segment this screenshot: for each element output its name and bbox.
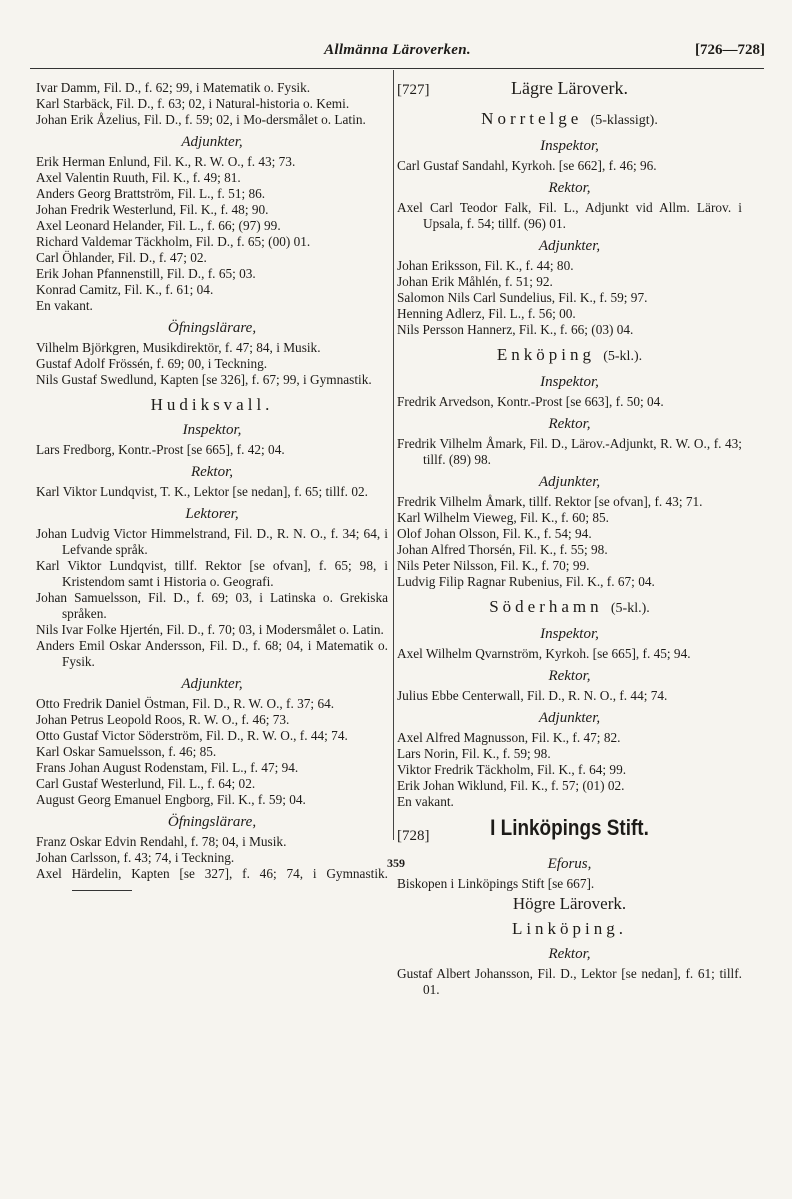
list-item: Gustaf Adolf Frössén, f. 69; 00, i Teckning. <box>36 356 268 371</box>
list-item: August Georg Emanuel Engborg, Fil. K., f. 59; 04. <box>36 792 306 807</box>
list-item: En vakant. <box>36 298 93 313</box>
section-title: I Linköpings Stift. <box>490 815 649 840</box>
list-item: Viktor Fredrik Täckholm, Fil. K., f. 64; 99. <box>397 762 627 777</box>
section-728-title-row <box>397 815 742 850</box>
section-heading: Adjunkter, <box>538 238 601 254</box>
section-heading: Öfningslärare, <box>167 814 257 830</box>
list-item: Biskopen i Linköpings Stift [se 667]. <box>397 876 595 891</box>
list-item: Otto Fredrik Daniel Östman, Fil. D., R. W. O., f. 37; 64. <box>36 696 335 711</box>
list-item: Otto Gustaf Victor Söderström, Fil. D., R. W. O., f. 44; 74. <box>36 728 348 743</box>
list-item: Anders Georg Brattström, Fil. L., f. 51; 86. <box>36 186 266 201</box>
place-class: (5-kl.). <box>610 601 650 616</box>
section-heading: Rektor, <box>548 946 591 962</box>
list-item: Anders Emil Oskar Andersson, Fil. D., f. 68; 04, i Matematik o. Fysik. <box>36 638 388 669</box>
section-heading: Öfningslärare, <box>167 320 257 336</box>
list-item: Franz Oskar Edvin Rendahl, f. 78; 04, i Musik. <box>36 834 287 849</box>
place-heading <box>397 108 742 132</box>
list-item: Gustaf Albert Johansson, Fil. D., Lektor [se nedan], f. 61; tillf. 01. <box>397 966 742 997</box>
place-name: Norrtelge <box>481 109 583 128</box>
list-item: Lars Fredborg, Kontr.-Prost [se 665], f. 42; 04. <box>36 442 285 457</box>
section-heading: Rektor, <box>190 464 234 480</box>
list-item: Johan Eriksson, Fil. K., f. 44; 80. <box>397 258 574 273</box>
list-item: Karl Viktor Lundqvist, T. K., Lektor [se nedan], f. 65; tillf. 02. <box>36 484 368 499</box>
section-heading: Adjunkter, <box>181 134 243 150</box>
section-heading: Eforus, <box>547 856 592 872</box>
list-item: Johan Fredrik Westerlund, Fil. K., f. 48; 90. <box>36 202 269 217</box>
school-type-heading: Högre Läroverk. <box>512 894 627 913</box>
place-name: Söderhamn <box>489 597 603 616</box>
section-727-title-row <box>397 80 742 102</box>
entry-text: Axel Härdelin, Kapten [se 327], f. 46; 74, i Gymnastik. <box>36 866 388 881</box>
list-item: Frans Johan August Rodenstam, Fil. L., f. 47; 94. <box>36 760 299 775</box>
section-heading: Inspektor, <box>182 422 242 438</box>
list-item: Johan Petrus Leopold Roos, R. W. O., f. 46; 73. <box>36 712 290 727</box>
section-heading: Inspektor, <box>540 374 599 390</box>
section-number: [727] <box>397 82 430 98</box>
running-title: Allmänna Läroverken. <box>324 42 471 58</box>
list-item: Johan Erik Åzelius, Fil. D., f. 59; 02, i Mo-dersmålet o. Latin. <box>36 112 366 127</box>
place-heading: Hudiksvall. <box>150 395 274 414</box>
place-class: (5-klassigt). <box>590 113 658 128</box>
list-item: Ludvig Filip Ragnar Rubenius, Fil. K., f. 67; 04. <box>397 574 655 589</box>
section-heading: Adjunkter, <box>538 474 601 490</box>
list-item: Julius Ebbe Centerwall, Fil. D., R. N. O., f. 44; 74. <box>397 688 668 703</box>
list-item: Konrad Camitz, Fil. K., f. 61; 04. <box>36 282 214 297</box>
section-number: [728] <box>397 828 430 844</box>
list-item: Johan Carlsson, f. 43; 74, i Teckning. <box>36 850 235 865</box>
list-item: Axel Carl Teodor Falk, Fil. L., Adjunkt vid Allm. Lärov. i Upsala, f. 54; tillf. (96) 01. <box>397 200 742 231</box>
list-item: Fredrik Vilhelm Åmark, Fil. D., Lärov.-Adjunkt, R. W. O., f. 43; tillf. (89) 98. <box>397 436 742 467</box>
list-item: Johan Samuelsson, Fil. D., f. 69; 03, i Latinska o. Grekiska språken. <box>36 590 388 621</box>
page-header <box>30 42 765 64</box>
list-item: Karl Oskar Samuelsson, f. 46; 85. <box>36 744 217 759</box>
list-item: Carl Gustaf Sandahl, Kyrkoh. [se 662], f. 46; 96. <box>397 158 657 173</box>
list-item: Johan Alfred Thorsén, Fil. K., f. 55; 98. <box>397 542 608 557</box>
page-range: [726—728] <box>695 42 765 58</box>
list-item: Carl Öhlander, Fil. D., f. 47; 02. <box>36 250 207 265</box>
list-item: Johan Ludvig Victor Himmelstrand, Fil. D., R. N. O., f. 34; 64, i Lefvande språk. <box>36 526 388 557</box>
list-item: Henning Adlerz, Fil. L., f. 56; 00. <box>397 306 576 321</box>
place-name: Enköping <box>496 345 595 364</box>
section-heading: Inspektor, <box>540 626 599 642</box>
place-heading <box>397 596 742 620</box>
list-item: Olof Johan Olsson, Fil. K., f. 54; 94. <box>397 526 592 541</box>
list-item: Nils Ivar Folke Hjertén, Fil. D., f. 70; 03, i Modersmålet o. Latin. <box>36 622 384 637</box>
list-item: Nils Persson Hannerz, Fil. K., f. 66; (03) 04. <box>397 322 634 337</box>
section-heading: Adjunkter, <box>538 710 601 726</box>
list-item: Axel Alfred Magnusson, Fil. K., f. 47; 82. <box>397 730 621 745</box>
list-item: Erik Johan Pfannenstill, Fil. D., f. 65; 03. <box>36 266 256 281</box>
list-item: Karl Starbäck, Fil. D., f. 63; 02, i Natural-historia o. Kemi. <box>36 96 350 111</box>
section-heading: Inspektor, <box>540 138 599 154</box>
list-item: Axel Wilhelm Qvarnström, Kyrkoh. [se 665], f. 45; 94. <box>397 646 691 661</box>
section-heading: Rektor, <box>548 416 591 432</box>
list-item: Erik Johan Wiklund, Fil. K., f. 57; (01) 02. <box>397 778 625 793</box>
list-item: Vilhelm Björkgren, Musikdirektör, f. 47; 84, i Musik. <box>36 340 321 355</box>
list-item: Johan Erik Måhlén, f. 51; 92. <box>397 274 553 289</box>
list-item: Karl Wilhelm Vieweg, Fil. K., f. 60; 85. <box>397 510 610 525</box>
section-heading: Rektor, <box>548 668 591 684</box>
list-item: Nils Peter Nilsson, Fil. K., f. 70; 99. <box>397 558 590 573</box>
section-heading: Lektorer, <box>185 506 239 522</box>
left-column <box>36 80 388 898</box>
place-heading: Linköping. <box>511 919 628 938</box>
list-item: Carl Gustaf Westerlund, Fil. L., f. 64; 02. <box>36 776 256 791</box>
section-title: Lägre Läroverk. <box>511 78 628 98</box>
end-rule <box>72 890 132 891</box>
list-item: Karl Viktor Lundqvist, tillf. Rektor [se ofvan], f. 65; 98, i Kristendom samt i Historia o. Geografi. <box>36 558 388 589</box>
section-heading: Rektor, <box>548 180 591 196</box>
list-item: Salomon Nils Carl Sundelius, Fil. K., f. 59; 97. <box>397 290 648 305</box>
list-item: Fredrik Arvedson, Kontr.-Prost [se 663], f. 50; 04. <box>397 394 664 409</box>
place-heading <box>397 344 742 368</box>
list-item: Axel Valentin Ruuth, Fil. K., f. 49; 81. <box>36 170 241 185</box>
list-item: Richard Valdemar Täckholm, Fil. D., f. 65; (00) 01. <box>36 234 311 249</box>
list-item: Ivar Damm, Fil. D., f. 62; 99, i Matematik o. Fysik. <box>36 80 311 95</box>
list-item: Nils Gustaf Swedlund, Kapten [se 326], f. 67; 99, i Gymnastik. <box>36 372 372 387</box>
place-class: (5-kl.). <box>603 349 643 364</box>
page-number: 359 <box>387 856 405 870</box>
list-item: Axel Leonard Helander, Fil. L., f. 66; (97) 99. <box>36 218 281 233</box>
header-rule <box>30 68 764 69</box>
list-item: Erik Herman Enlund, Fil. K., R. W. O., f. 43; 73. <box>36 154 296 169</box>
column-divider <box>393 70 394 840</box>
section-heading: Adjunkter, <box>181 676 243 692</box>
list-item: En vakant. <box>397 794 454 809</box>
list-item: Fredrik Vilhelm Åmark, tillf. Rektor [se ofvan], f. 43; 71. <box>397 494 703 509</box>
list-item: Lars Norin, Fil. K., f. 59; 98. <box>397 746 551 761</box>
